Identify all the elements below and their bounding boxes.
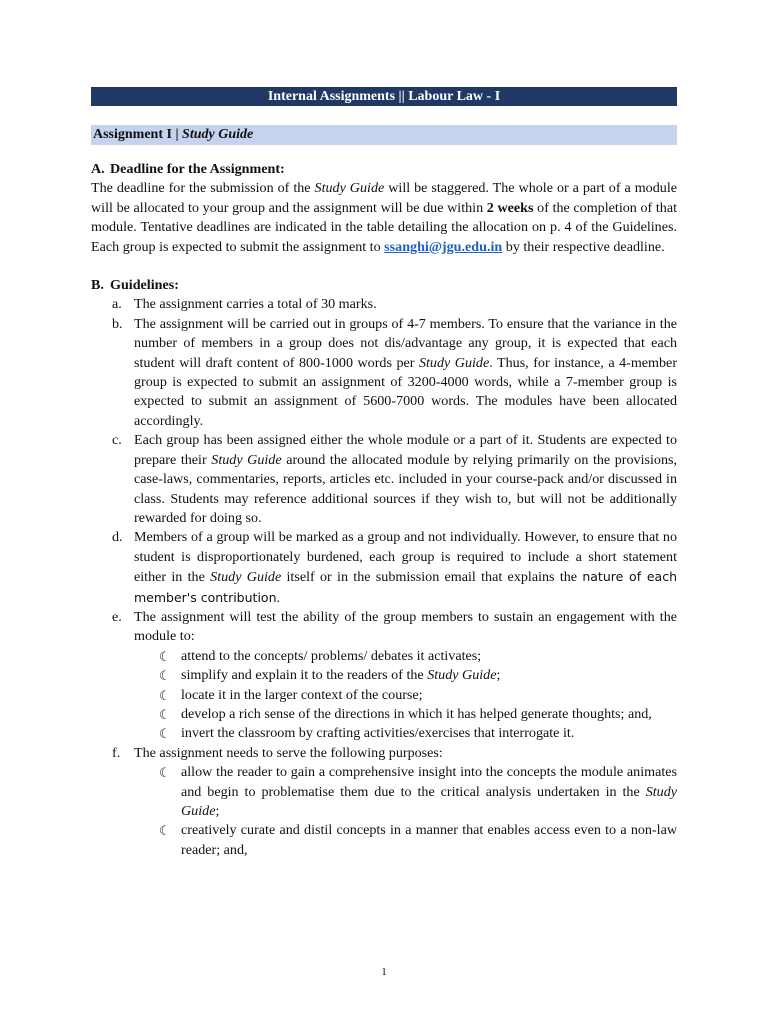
email-link[interactable]: ssanghi@jgu.edu.in [384, 238, 503, 255]
bullet-list [134, 647, 677, 744]
ornamental-bullet-icon: ☾ [159, 823, 171, 839]
text-run: Members of a group will be marked as a group and not individually. However, to ensure that no student is disproportionately burdened, each group is required to include a short statement either in the [134, 529, 677, 586]
italic-run: Study Guide [181, 783, 677, 819]
list-item-text: The assignment will test the ability of the group members to sustain an engagement with the module to: [134, 608, 677, 645]
text-run: will be staggered. The whole or a part of a module will be allocated to your group and the assignment will be due within [91, 180, 677, 216]
list-marker: d. [112, 529, 123, 546]
section-a-paragraph [91, 179, 677, 257]
document-title-bar [91, 87, 677, 106]
text-run: The assignment will be carried out in groups of 4-7 members. To ensure that the variance in the number of members in a group does not dis/advantage any group, it is expected that each student will draft content of 800-1000 words per [134, 315, 677, 371]
list-marker: f. [112, 744, 121, 761]
section-a-heading [91, 160, 677, 179]
section-b-title: Guidelines: [110, 277, 179, 294]
assignment-name: Study Guide [182, 127, 254, 142]
guidelines-list [91, 295, 677, 860]
list-marker: a. [112, 296, 122, 313]
text-run: The deadline for the submission of the [91, 180, 315, 197]
list-item [91, 431, 677, 528]
bullet-text: attend to the concepts/ problems/ debates it activates; [181, 647, 482, 664]
list-marker: c. [112, 432, 122, 449]
bullet-item [134, 821, 677, 860]
text-run: ; [496, 667, 501, 684]
bullet-list [134, 763, 677, 860]
list-item-text: The assignment carries a total of 30 marks. [134, 296, 377, 313]
text-run: by their respective deadline. [502, 238, 665, 255]
list-item-text: The assignment needs to serve the following purposes: [134, 744, 443, 761]
list-item [91, 295, 677, 314]
list-marker: b. [112, 315, 123, 332]
italic-run: Study Guide [210, 569, 282, 586]
ornamental-bullet-icon: ☾ [159, 726, 171, 742]
text-run: Each group has been assigned either the whole module or a part of it. Students are expected to prepare their [134, 432, 677, 468]
assignment-bar [91, 125, 677, 145]
section-b-heading [91, 276, 677, 295]
list-marker: e. [112, 608, 122, 625]
bullet-item [134, 666, 677, 685]
document-body [91, 160, 677, 860]
bullet-item [134, 724, 677, 743]
document-title: Internal Assignments || Labour Law - I [267, 89, 501, 104]
section-a-letter: A. [91, 161, 105, 177]
bullet-text: creatively curate and distil concepts in a manner that enables access even to a non-law reader; and, [181, 822, 677, 858]
list-item [91, 608, 677, 744]
contribution-phrase: nature of each member's contribution [134, 569, 677, 605]
bullet-item [134, 647, 677, 666]
ornamental-bullet-icon: ☾ [159, 648, 171, 664]
bullet-item [134, 686, 677, 705]
ornamental-bullet-icon: ☾ [159, 706, 171, 722]
ornamental-bullet-icon: ☾ [159, 668, 171, 684]
bullet-text: simplify and explain it to the readers of the [181, 667, 428, 684]
text-run: itself or in the submission email that explains the [281, 569, 583, 586]
bullet-item [134, 705, 677, 724]
section-b-letter: B. [91, 277, 104, 294]
bullet-text: develop a rich sense of the directions in which it has helped generate thoughts; and, [181, 705, 652, 722]
ornamental-bullet-icon: ☾ [159, 765, 171, 781]
list-item [91, 315, 677, 431]
section-a-title: Deadline for the Assignment: [110, 161, 285, 177]
italic-run: Study Guide [427, 667, 497, 684]
assignment-label: Assignment I | [93, 127, 179, 142]
text-run: around the allocated module by relying primarily on the provisions, case-laws, commentaries, reports, articles etc. included in your course-pack and/or discussed in class. Students may reference additional sources if they wish to, but will not be additionally rewarded for doing so. [134, 451, 678, 526]
italic-run: Study Guide [314, 180, 385, 197]
bullet-text: locate it in the larger context of the course; [181, 686, 423, 703]
bullet-item [134, 763, 677, 821]
text-run: ; [215, 803, 220, 819]
ornamental-bullet-icon: ☾ [159, 687, 171, 703]
text-run: of the completion of that module. Tentative deadlines are indicated in the table detailing the allocation on p. 4 of the Guidelines. Each group is expected to submit the assignment to [91, 199, 678, 255]
list-item [91, 528, 677, 608]
bullet-text: invert the classroom by crafting activities/exercises that interrogate it. [181, 725, 575, 742]
italic-run: Study Guide [418, 354, 490, 371]
italic-run: Study Guide [211, 451, 282, 468]
text-run: . Thus, for instance, a 4-member group is expected to submit an assignment of 3200-4000 words, while a 7-member group is expected to submit an assignment of 5600-7000 words. The modules have been allocated accordingly. [134, 354, 678, 429]
list-item [91, 744, 677, 860]
text-run: . [276, 589, 281, 606]
bold-run: 2 weeks [486, 199, 534, 216]
page-number: 1 [381, 966, 387, 978]
bullet-text: allow the reader to gain a comprehensive insight into the concepts the module animates and begin to problematise them due to the critical analysis undertaken in the [181, 764, 677, 800]
